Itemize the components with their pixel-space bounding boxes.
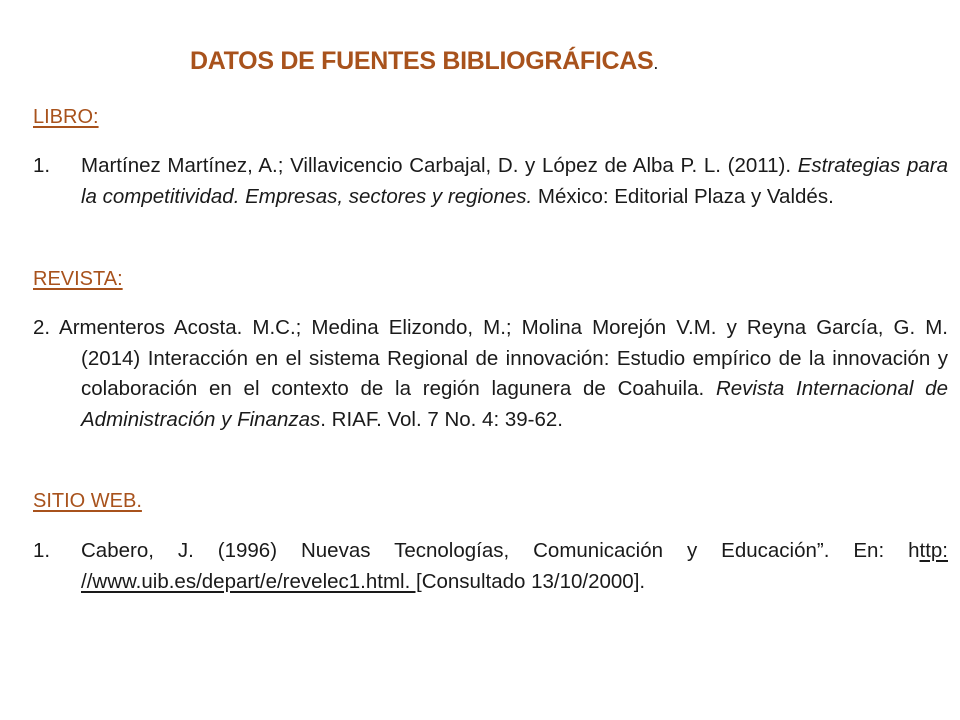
section-label-revista: REVISTA: xyxy=(33,268,123,290)
reference-entry-journal xyxy=(33,313,948,435)
book-title: Estrategias para la competitividad. Empresas, sectores y regiones. xyxy=(81,154,948,208)
reference-entry-website xyxy=(33,536,948,597)
book-authors: Martínez Martínez, A.; Villavicencio Carbajal, D. y López de Alba P. L. (2011). xyxy=(81,154,792,177)
section-label-libro: LIBRO: xyxy=(33,106,99,128)
journal-details: . RIAF. Vol. 7 No. 4: 39-62. xyxy=(320,407,563,431)
website-citation: Cabero, J. (1996) Nuevas Tecnologías, Comunicación y Educación”. En: h xyxy=(81,539,920,562)
reference-entry-book xyxy=(33,151,948,212)
slide-title xyxy=(190,47,658,76)
website-url-link[interactable]: ttp: //www.uib.es/depart/e/revelec1.html. [ xyxy=(81,539,948,593)
slide-title-text: DATOS DE FUENTES BIBLIOGRÁFICAS xyxy=(190,47,654,75)
journal-authors: Armenteros Acosta. M.C.; Medina Elizondo, M.; Molina Morejón V.M. y Reyna García, G. M. (2014) Interacción en el sistema Regional de innovación: Estudio empírico de la innovación y colaboración en el contexto de la región lagunera de Coahuila. xyxy=(59,316,948,400)
website-consulted: Consultado 13/10/2000 xyxy=(421,569,634,593)
website-bracket-close: ] xyxy=(633,569,640,593)
entry-number: 2. xyxy=(33,316,51,339)
entry-number: 1. xyxy=(33,154,51,177)
book-publisher: México: Editorial Plaza y Valdés. xyxy=(537,184,834,208)
section-label-sitio-web: SITIO WEB. xyxy=(33,490,142,512)
slide-title-period: . xyxy=(653,53,659,73)
journal-name: Revista Internacional de Administración y Finanzas xyxy=(81,377,948,431)
entry-number: 1. xyxy=(33,539,51,562)
website-end: . xyxy=(639,569,646,593)
